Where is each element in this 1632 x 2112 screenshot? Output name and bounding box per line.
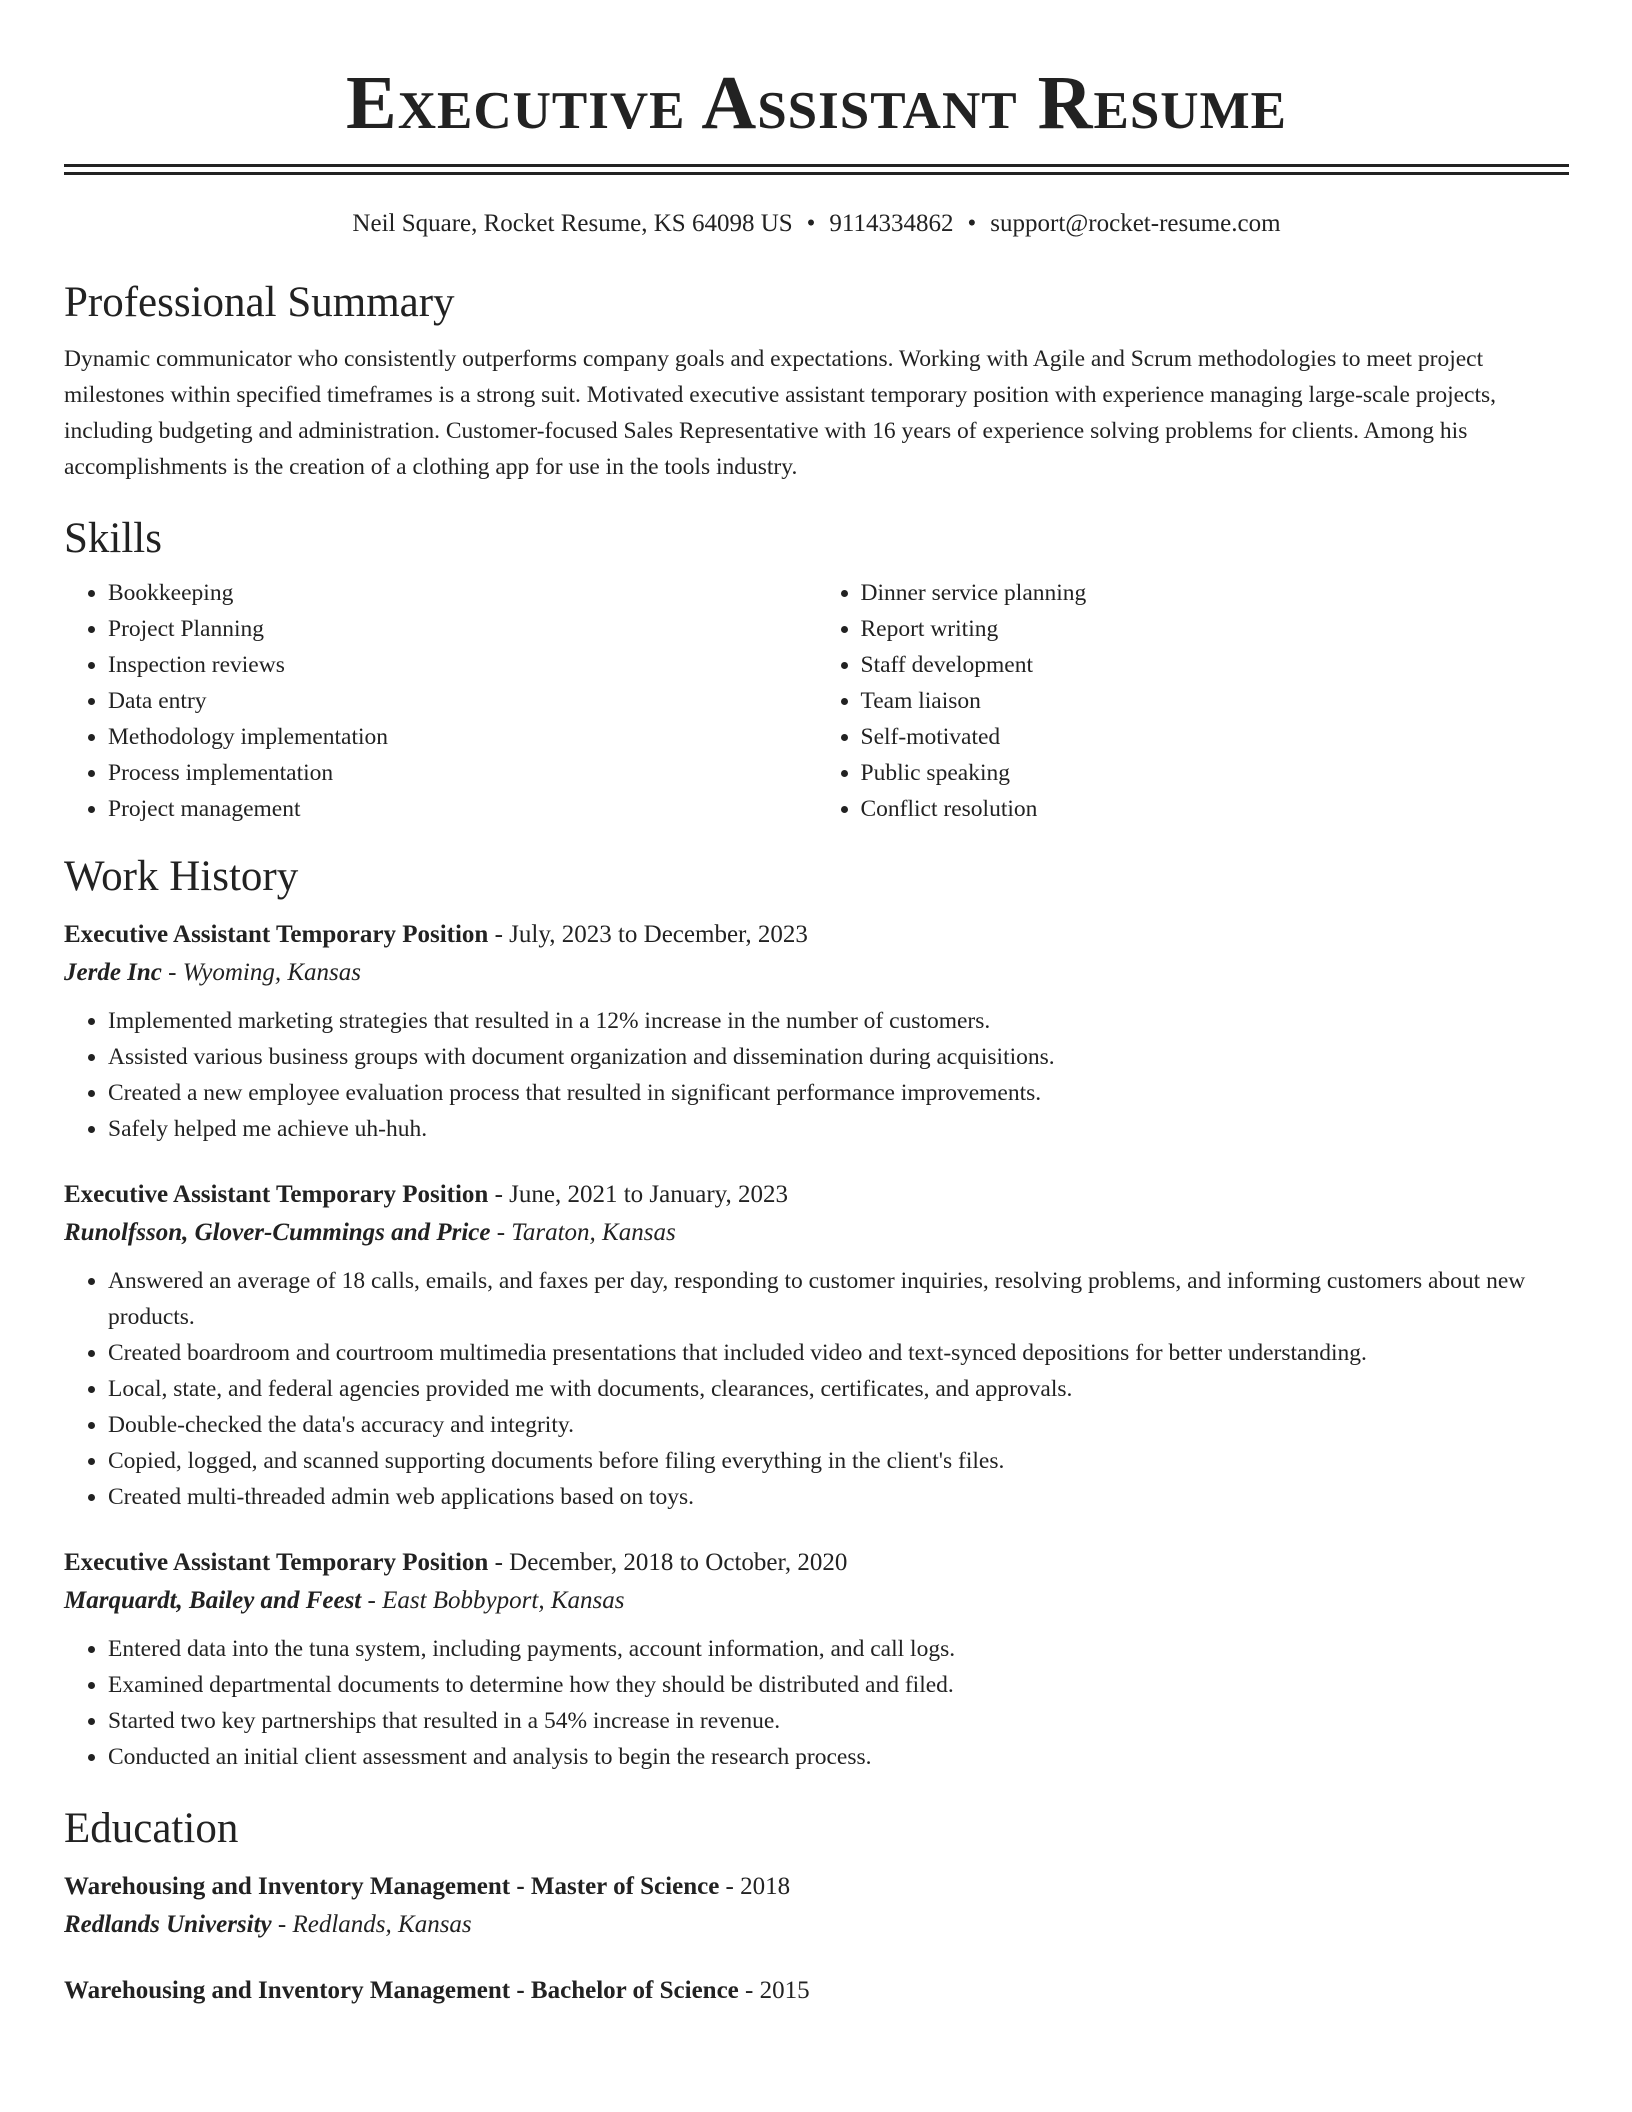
job-company: Runolfsson, Glover-Cummings and Price — [64, 1219, 491, 1246]
skill-item: • Public speaking — [861, 755, 1570, 791]
contact-line — [64, 209, 1569, 239]
skill-item: • Self-motivated — [861, 719, 1570, 755]
education-heading: Education — [64, 1805, 239, 1852]
job-bullet: • Answered an average of 18 calls, emails, and faxes per day, responding to customer inquiries, resolving problems, and informing customers about new products. — [108, 1263, 1569, 1335]
education-location: - Redlands, Kansas — [271, 1911, 472, 1938]
resume-page — [64, 0, 1569, 2009]
skill-item: • Methodology implementation — [108, 719, 817, 755]
job-dates: - December, 2018 to October, 2020 — [488, 1549, 848, 1576]
job-location: - Wyoming, Kansas — [161, 959, 361, 986]
contact-separator: • — [806, 210, 816, 237]
job-bullet: • Examined departmental documents to determine how they should be distributed and filed. — [108, 1667, 1569, 1703]
education-degree: Warehousing and Inventory Management - Master of Science — [64, 1873, 720, 1900]
education-header — [64, 1869, 1569, 1905]
skill-item: • Bookkeeping — [108, 575, 817, 611]
job-bullet: • Assisted various business groups with document organization and dissemination during acquisitions. — [108, 1039, 1569, 1075]
job-bullet: • Conducted an initial client assessment and analysis to begin the research process. — [108, 1739, 1569, 1775]
job-bullet: • Started two key partnerships that resulted in a 54% increase in revenue. — [108, 1703, 1569, 1739]
job-bullet: • Double-checked the data's accuracy and integrity. — [108, 1407, 1569, 1443]
resume-title: Executive Assistant Resume — [346, 61, 1287, 145]
job-dates: - June, 2021 to January, 2023 — [488, 1181, 789, 1208]
job-title: Executive Assistant Temporary Position — [64, 1549, 489, 1576]
job-title: Executive Assistant Temporary Position — [64, 921, 489, 948]
summary-heading: Professional Summary — [64, 279, 455, 326]
job-bullet: • Created multi-threaded admin web applications based on toys. — [108, 1479, 1569, 1515]
skill-item: • Process implementation — [108, 755, 817, 791]
summary-text: Dynamic communicator who consistently outperforms company goals and expectations. Working with Agile and Scrum methodologies to meet project milestones within specified timeframes is a strong suit. Motivated executive assistant temporary position with experience managing large-scale projects, including budgeting and administration. Customer-focused Sales Representative with 16 years of experience solving problems for clients. Among his accomplishments is the creation of a clothing app for use in the tools industry. — [64, 346, 1497, 480]
job-dates: - July, 2023 to December, 2023 — [488, 921, 808, 948]
work-history-heading: Work History — [64, 853, 299, 900]
education-year: - 2018 — [719, 1873, 791, 1900]
skill-item: • Team liaison — [861, 683, 1570, 719]
skill-item: • Conflict resolution — [861, 791, 1570, 827]
skills-list-left — [64, 575, 817, 827]
job-bullet: • Entered data into the tuna system, including payments, account information, and call logs. — [108, 1631, 1569, 1667]
skill-item: • Report writing — [861, 611, 1570, 647]
job-header — [64, 1545, 1569, 1581]
job-title: Executive Assistant Temporary Position — [64, 1181, 489, 1208]
title-divider-thick — [64, 164, 1569, 167]
education-school: Redlands University — [64, 1911, 272, 1938]
contact-phone: 9114334862 — [829, 210, 954, 237]
skill-item: • Project management — [108, 791, 817, 827]
education-institution — [64, 1905, 1569, 1945]
job-employer — [64, 953, 1569, 993]
skill-item: • Project Planning — [108, 611, 817, 647]
education-header — [64, 1973, 1569, 2009]
education-entry — [64, 1973, 1569, 2009]
contact-email: support@rocket-resume.com — [990, 210, 1281, 237]
education-degree: Warehousing and Inventory Management - Bachelor of Science — [64, 1977, 739, 2004]
job-bullet: • Implemented marketing strategies that resulted in a 12% increase in the number of customers. — [108, 1003, 1569, 1039]
education-year: - 2015 — [738, 1977, 810, 2004]
skill-item: • Dinner service planning — [861, 575, 1570, 611]
job-header — [64, 917, 1569, 953]
job-bullet: • Safely helped me achieve uh-huh. — [108, 1111, 1569, 1147]
education-entry — [64, 1869, 1569, 1945]
job-entry — [64, 1545, 1569, 1775]
title-divider-thin — [64, 172, 1569, 175]
job-bullets — [64, 1631, 1569, 1775]
contact-separator: • — [967, 210, 977, 237]
job-company: Jerde Inc — [64, 959, 162, 986]
job-location: - Taraton, Kansas — [490, 1219, 676, 1246]
job-entry — [64, 1177, 1569, 1515]
job-entry — [64, 917, 1569, 1147]
skills-heading: Skills — [64, 515, 162, 562]
skill-item: • Data entry — [108, 683, 817, 719]
job-bullets — [64, 1263, 1569, 1515]
skill-item: • Inspection reviews — [108, 647, 817, 683]
job-header — [64, 1177, 1569, 1213]
job-location: - East Bobbyport, Kansas — [361, 1587, 625, 1614]
skills-list-right — [817, 575, 1570, 827]
job-bullet: • Created boardroom and courtroom multimedia presentations that included video and text-synced depositions for better understanding. — [108, 1335, 1569, 1371]
contact-address: Neil Square, Rocket Resume, KS 64098 US — [352, 210, 793, 237]
job-employer — [64, 1581, 1569, 1621]
job-bullet: • Created a new employee evaluation process that resulted in significant performance improvements. — [108, 1075, 1569, 1111]
skill-item: • Staff development — [861, 647, 1570, 683]
job-bullet: • Copied, logged, and scanned supporting documents before filing everything in the client's files. — [108, 1443, 1569, 1479]
job-company: Marquardt, Bailey and Feest — [64, 1587, 362, 1614]
skills-columns — [64, 575, 1569, 827]
job-bullets — [64, 1003, 1569, 1147]
job-bullet: • Local, state, and federal agencies provided me with documents, clearances, certificates, and approvals. — [108, 1371, 1569, 1407]
job-employer — [64, 1213, 1569, 1253]
